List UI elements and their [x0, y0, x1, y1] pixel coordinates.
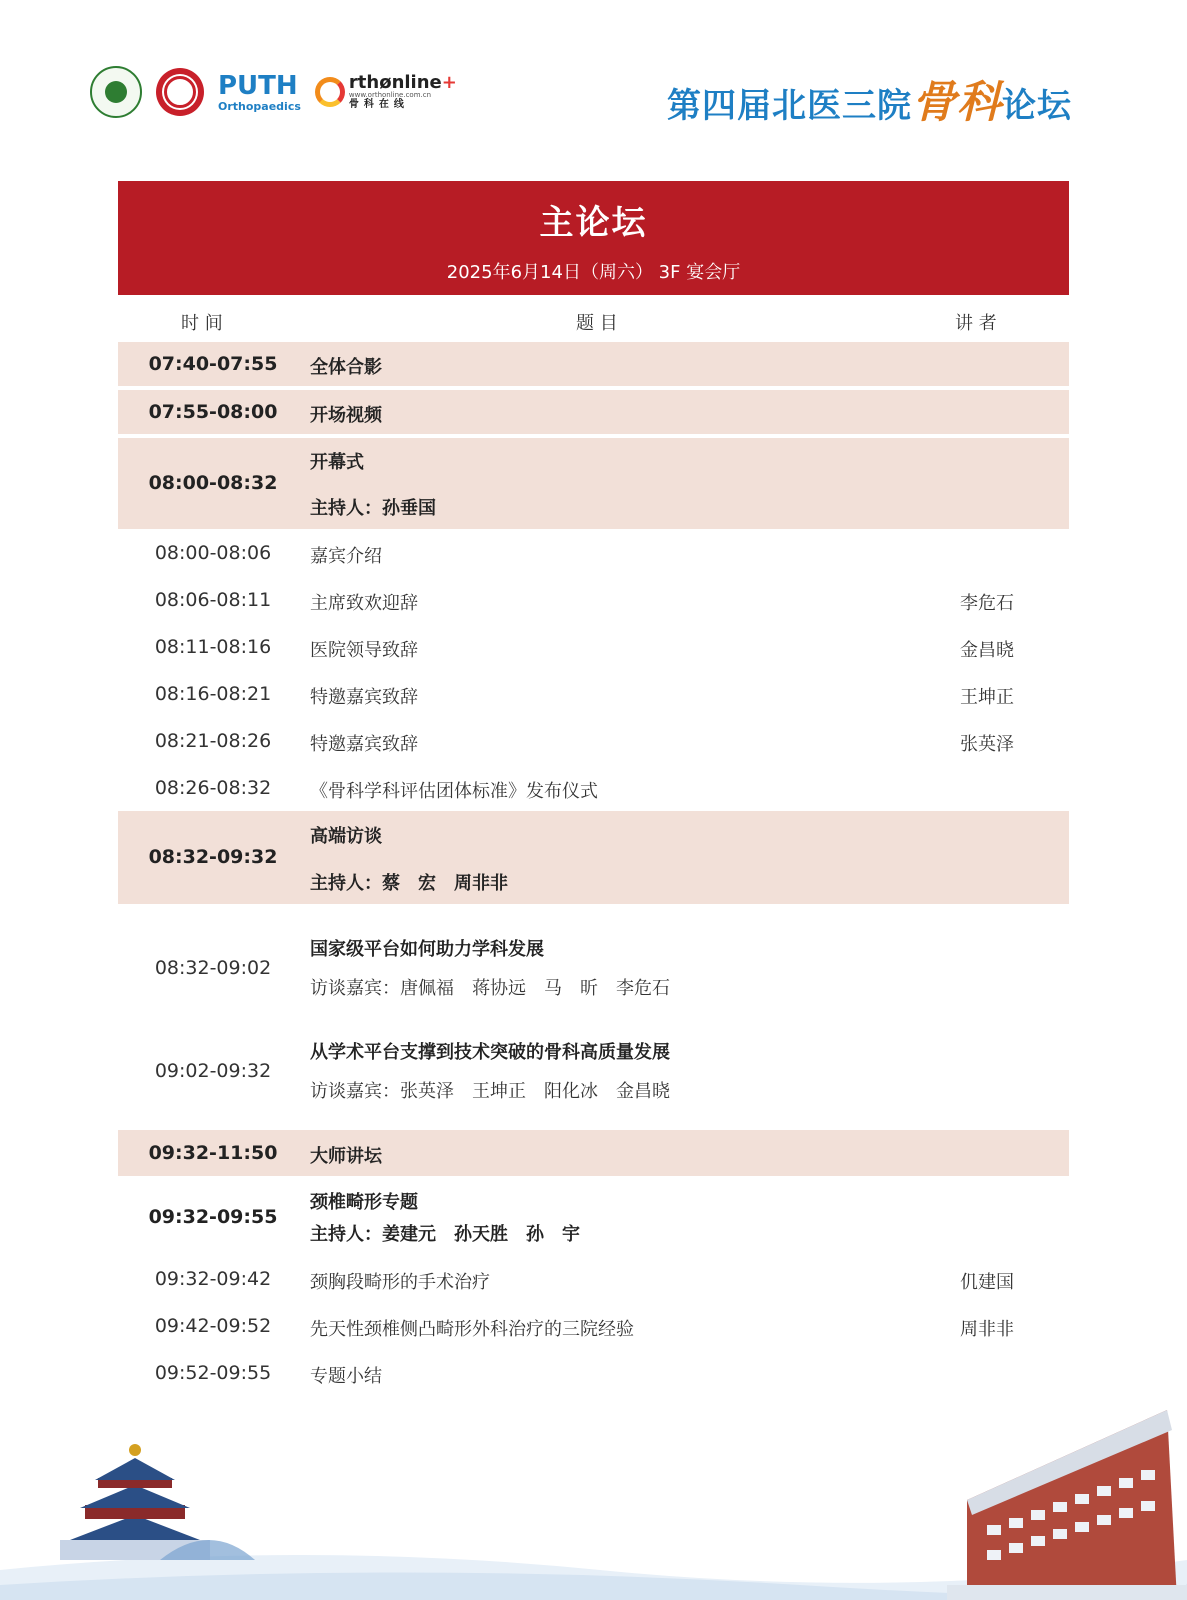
session-date-venue: 2025年6月14日（周六） 3F 宴会厅 — [446, 262, 741, 283]
hospital-logo — [156, 68, 204, 116]
schedule-row: 08:26-08:32 《骨科学科评估团体标准》发布仪式 — [154, 777, 598, 802]
schedule-row: 08:21-08:26 特邀嘉宾致辞 张英泽 — [154, 730, 1014, 755]
sponsor-logos — [90, 62, 457, 122]
schedule-section-row: 08:32-09:32 高端访谈 主持人：蔡 宏 周非非 — [118, 811, 1069, 904]
schedule-row: 07:55-08:00 开场视频 — [118, 390, 1069, 434]
session-title: 主论坛 — [539, 203, 648, 243]
schedule-row: 08:11-08:16 医院领导致辞 金昌晓 — [154, 636, 1014, 661]
schedule-row: 07:40-07:55 全体合影 — [118, 342, 1069, 386]
column-header-topic: 题 目 — [576, 313, 618, 334]
column-header-speaker: 讲 者 — [955, 313, 997, 334]
schedule-row: 09:42-09:52 先天性颈椎侧凸畸形外科治疗的三院经验 周非非 — [154, 1315, 1014, 1340]
forum-title: 第四届北医三院骨科论坛 — [667, 77, 1072, 128]
association-logo — [90, 66, 142, 118]
schedule-row: 09:52-09:55 专题小结 — [154, 1362, 382, 1387]
column-header-time: 时 间 — [181, 313, 223, 334]
schedule-section-row: 09:32-11:50 大师讲坛 — [118, 1130, 1069, 1176]
session-banner — [118, 181, 1069, 295]
temple-of-heaven-illustration — [10, 1430, 260, 1570]
schedule-row: 08:16-08:21 特邀嘉宾致辞 王坤正 — [154, 683, 1014, 708]
schedule-row: 09:32-09:42 颈胸段畸形的手术治疗 仉建国 — [154, 1268, 1014, 1293]
schedule-section-row: 08:00-08:32 开幕式 主持人：孙垂国 — [118, 438, 1069, 529]
orthonline-logo: rthønline+ www.orthonline.com.cn 骨科在线 — [315, 74, 457, 110]
column-headers — [118, 300, 1069, 340]
puth-logo: PUTH Orthopaedics — [218, 70, 301, 113]
schedule-row: 08:00-08:06 嘉宾介绍 — [154, 542, 382, 567]
schedule-row: 08:06-08:11 主席致欢迎辞 李危石 — [154, 589, 1014, 614]
interview-row: 08:32-09:02 国家级平台如何助力学科发展 访谈嘉宾：唐佩福 蒋协远 马 昕 李危石 — [154, 939, 670, 999]
hospital-building-illustration — [947, 1400, 1187, 1600]
orthonline-ring-icon — [315, 77, 345, 107]
schedule-subsection-row: 09:32-09:55 颈椎畸形专题 主持人：姜建元 孙天胜 孙 宇 — [148, 1192, 580, 1245]
interview-row: 09:02-09:32 从学术平台支撑到技术突破的骨科高质量发展 访谈嘉宾：张英泽 王坤正 阳化冰 金昌晓 — [154, 1042, 670, 1102]
